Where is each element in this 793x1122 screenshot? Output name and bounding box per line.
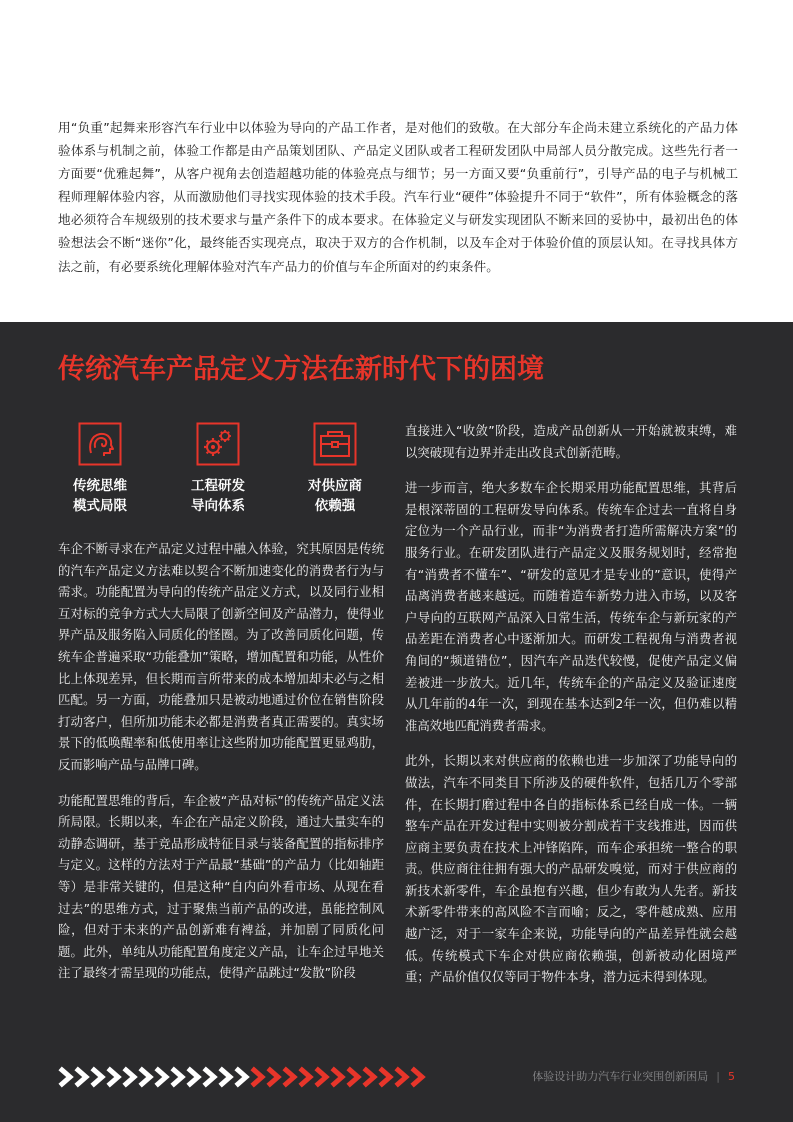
feature-label: 传统思维 模式局限 [73, 478, 127, 514]
body-paragraph: 车企不断寻求在产品定义过程中融入体验，究其原因是传统的汽车产品定义方法难以契合不断加速变化的消费者行为与需求。功能配置为导向的传统产品定义方式，以及同行业相互对标的竞争方式大大局限了创新空间及产品潜力，使得业界产品及服务陷入同质化的怪圈。为了改善同质化问题，传统车企普遍采取“功能叠加”策略，增加配置和功能，从性价比上体现差异，但长期而言所带来的成本增加却未必与之相匹配。另一方面，功能叠加只是被动地通过价位在销售阶段打动客户，但所加功能未必都是消费者真正需要的。真实场景下的低唤醒率和低使用率让这些附加功能配置更显鸡肋，反而影响产品与品牌口碑。 [58, 541, 384, 772]
right-column [405, 420, 737, 1002]
footer-chevron-arrows [58, 1066, 438, 1088]
feature-engineering-oriented [158, 420, 278, 516]
left-column [58, 538, 384, 998]
body-paragraph: 功能配置思维的背后，车企被“产品对标”的传统产品定义法所局限。长期以来，车企在产品定义阶段，通过大量实车的动静态调研，基于竞品形成特征目录与装备配置的指标排序与定义。这样的方法对于产品最“基础”的产品力（比如轴距等）是非常关键的，但是这种“自内向外看市场、从现在看过去”的思维方式，过于聚焦当前产品的改进，虽能控制风险，但对于未来的产品创新难有裨益，并加剧了同质化问题。此外，单纯从功能配置角度定义产品，让车企过早地关注了最终才需呈现的功能点，使得产品跳过“发散”阶段 [58, 792, 384, 981]
feature-label: 工程研发 导向体系 [191, 478, 245, 514]
feature-supplier-dependence [275, 420, 395, 516]
body-paragraph: 此外，长期以来对供应商的依赖也进一步加深了功能导向的做法，汽车不同类目下所涉及的硬件软件，包括几万个零部件，在长期打磨过程中各自的指标体系已经自成一体。一辆整车产品在开发过程中实则被分割成若干支线推进，因而供应商主要负责在技术上冲锋陷阵，而车企承担统一整合的职责。供应商往往拥有强大的产品研发嗅觉，而对于供应商的新技术新零件，车企虽抱有兴趣，但少有敢为人先者。新技术新零件带来的高风险不言而喻；反之，零件越成熟、应用越广泛，对于一家车企来说，功能导向的产品差异性就会越低。传统模式下车企对供应商依赖强，创新被动化困境严重；产品价值仅仅等同于物件本身，潜力远未得到体现。 [405, 753, 737, 985]
feature-label: 对供应商 依赖强 [308, 478, 362, 514]
gears-icon [194, 420, 242, 468]
toolbox-icon [311, 420, 359, 468]
section-title: 传统汽车产品定义方法在新时代下的困境 [58, 354, 544, 385]
head-profile-icon [76, 420, 124, 468]
page-number: 5 [728, 1070, 735, 1083]
footer [532, 1068, 735, 1086]
body-paragraph: 进一步而言，绝大多数车企长期采用功能配置思维，其背后是根深蒂固的工程研发导向体系。传统车企过去一直将自身定位为一个产品行业，而非“为消费者打造所需解决方案”的服务行业。在研发团队进行产品定义及服务规划时，经常抱有“消费者不懂车”、“研发的意见才是专业的”意识，使得产品离消费者越来越远。而随着造车新势力进入市场，以及客户导向的互联网产品深入日常生活，传统车企与新玩家的产品差距在消费者心中逐渐加大。而研发工程视角与消费者视角间的“频道错位”，因汽车产品迭代较慢，促使产品定义偏差被进一步放大。近几年，传统车企的产品定义及验证速度从几年前的4年一次，到现在基本达到2年一次，但仍难以精准高效地匹配消费者需求。 [405, 480, 737, 733]
footer-title: 体验设计助力汽车行业突围创新困局 [532, 1070, 709, 1083]
footer-separator: | [716, 1070, 720, 1083]
intro-paragraph: 用“负重”起舞来形容汽车行业中以体验为导向的产品工作者，是对他们的致敬。在大部分车企尚未建立系统化的产品力体验体系与机制之前，体验工作都是由产品策划团队、产品定义团队或者工程研发团队中局部人员分散完成。这些先行者一方面要“优雅起舞”，从客户视角去创造超越功能的体验亮点与细节；另一方面又要“负重前行”，引导产品的电子与机械工程师理解体验内容，从而激励他们寻找实现体验的技术手段。汽车行业“硬件”体验提升不同于“软件”，所有体验概念的落地必须符合车规级别的技术要求与量产条件下的成本要求。在体验定义与研发实现团队不断来回的妥协中，最初出色的体验想法会不断“迷你”化，最终能否实现亮点，取决于双方的合作机制，以及车企对于体验价值的顶层认知。在寻找具体方法之前，有必要系统化理解体验对汽车产品力的价值与车企所面对的约束条件。 [58, 120, 738, 274]
feature-traditional-thinking [40, 420, 160, 516]
body-paragraph: 直接进入“收敛”阶段，造成产品创新从一开始就被束缚，难以突破现有边界并走出改良式创新范畴。 [405, 423, 737, 460]
